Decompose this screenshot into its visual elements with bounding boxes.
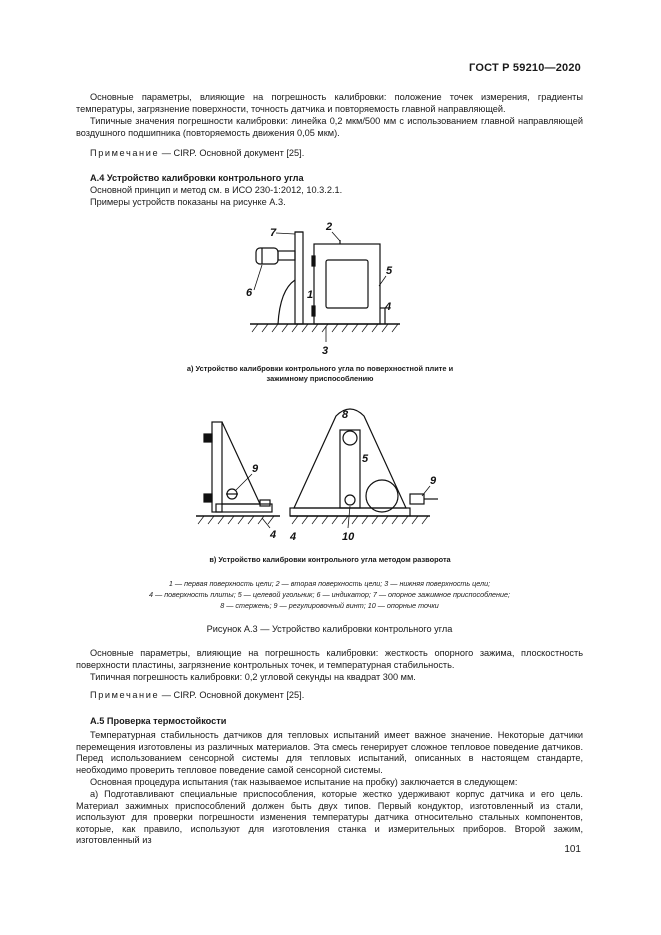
paragraph-typical-2: Типичная погрешность калибровки: 0,2 угловой секунды на квадрат 300 мм. (90, 672, 416, 682)
section-a5-heading: А.5 Проверка термостойкости (90, 716, 227, 726)
label-8: 8 (342, 409, 349, 421)
figure-b-caption: в) Устройство калибровки контрольного угла методом разворота (209, 555, 451, 564)
legend-line-3: 8 — стержень; 9 — регулировочный винт; 10 — опорные точки (220, 601, 439, 610)
label-1: 1 (307, 289, 314, 301)
note-2 (76, 690, 583, 702)
a4-reference: Основной принцип и метод см. в ИСО 230-1:2012, 10.3.2.1. (90, 185, 343, 195)
legend-line-1: 1 — первая поверхность цели; 2 — вторая поверхность цели; 3 — нижняя поверхность цели; (168, 579, 491, 588)
label-10: 10 (342, 531, 355, 543)
note-text: — CIRP. Основной документ [25]. (159, 148, 305, 158)
label-5b: 5 (362, 453, 369, 465)
a5-paragraph-2: Основная процедура испытания (так называемое испытание на пробку) заключается в следующем: (90, 777, 518, 787)
note-text: — CIRP. Основной документ [25]. (159, 690, 305, 700)
label-2: 2 (326, 221, 333, 233)
label-4: 4 (385, 301, 392, 313)
page-number: 101 (564, 844, 581, 855)
paragraph-typical: Типичные значения погрешности калибровки: линейка 0,2 мкм/500 мм с использованием главной направляющей воздушного подшипника (повторяемость движения 0,05 мкм). (76, 116, 583, 138)
note-1 (76, 148, 583, 160)
note-label: Примечание (90, 148, 160, 158)
a5-paragraph-3: а) Подготавливают специальные приспособления, которые жестко удерживают корпус датчика и его цель. Материал зажимных приспособлений должен быть двух типов. Первый кондуктор, изготовленный из стали, используют для проверки погрешности изменения температуры датчика относительно стальных компонентов, которые, как правило, используют для изготовления станка и измерительных приборов. Второй зажим, изготовленный из (76, 789, 583, 846)
label-9-left: 9 (252, 463, 259, 475)
figure-a-caption: а) Устройство калибровки контрольного угла по поверхностной плите и зажимному приспособлению (186, 364, 454, 383)
label-6: 6 (246, 287, 253, 299)
label-9-right: 9 (430, 475, 437, 487)
document-header: ГОСТ Р 59210—2020 (469, 62, 581, 74)
note-label: Примечание (90, 690, 160, 700)
label-7: 7 (270, 227, 277, 239)
legend-line-2: 4 — поверхность плиты; 5 — целевой угольник; 6 — индикатор; 7 — опорное зажимное приспособление; (149, 590, 510, 599)
label-4-right: 4 (290, 531, 297, 543)
a5-paragraph-1: Температурная стабильность датчиков для тепловых испытаний имеет важное значение. Некоторые датчики перемещения изготовлены из различных материалов. Эта смесь генерирует сложное тепловое поведение датчиков. Перед использованием сенсорной системы для тепловых испытаний, описанных в настоящем стандарте, необходимо проверить тепловое поведение самой сенсорной системы. (76, 730, 583, 775)
paragraph-params: Основные параметры, влияющие на погрешность калибровки: положение точек измерения, градиенты температуры, загрязнение поверхности, точность датчика и повторяемость главной направляющей. (76, 92, 583, 114)
label-4-left: 4 (270, 529, 277, 541)
figure-title: Рисунок А.3 — Устройство калибровки контрольного угла (206, 624, 453, 634)
paragraph-params-2: Основные параметры, влияющие на погрешность калибровки: жесткость опорного зажима, плоскостность поверхности пластины, загрязнение контрольных точек, и температурная стабильность. (76, 648, 583, 670)
a4-examples: Примеры устройств показаны на рисунке А.3. (90, 197, 286, 207)
section-a4-heading: А.4 Устройство калибровки контрольного угла (90, 173, 304, 183)
figure-a-drawing (240, 220, 410, 360)
label-5: 5 (386, 265, 393, 277)
label-3: 3 (322, 345, 329, 357)
figure-b-drawing (190, 400, 450, 550)
